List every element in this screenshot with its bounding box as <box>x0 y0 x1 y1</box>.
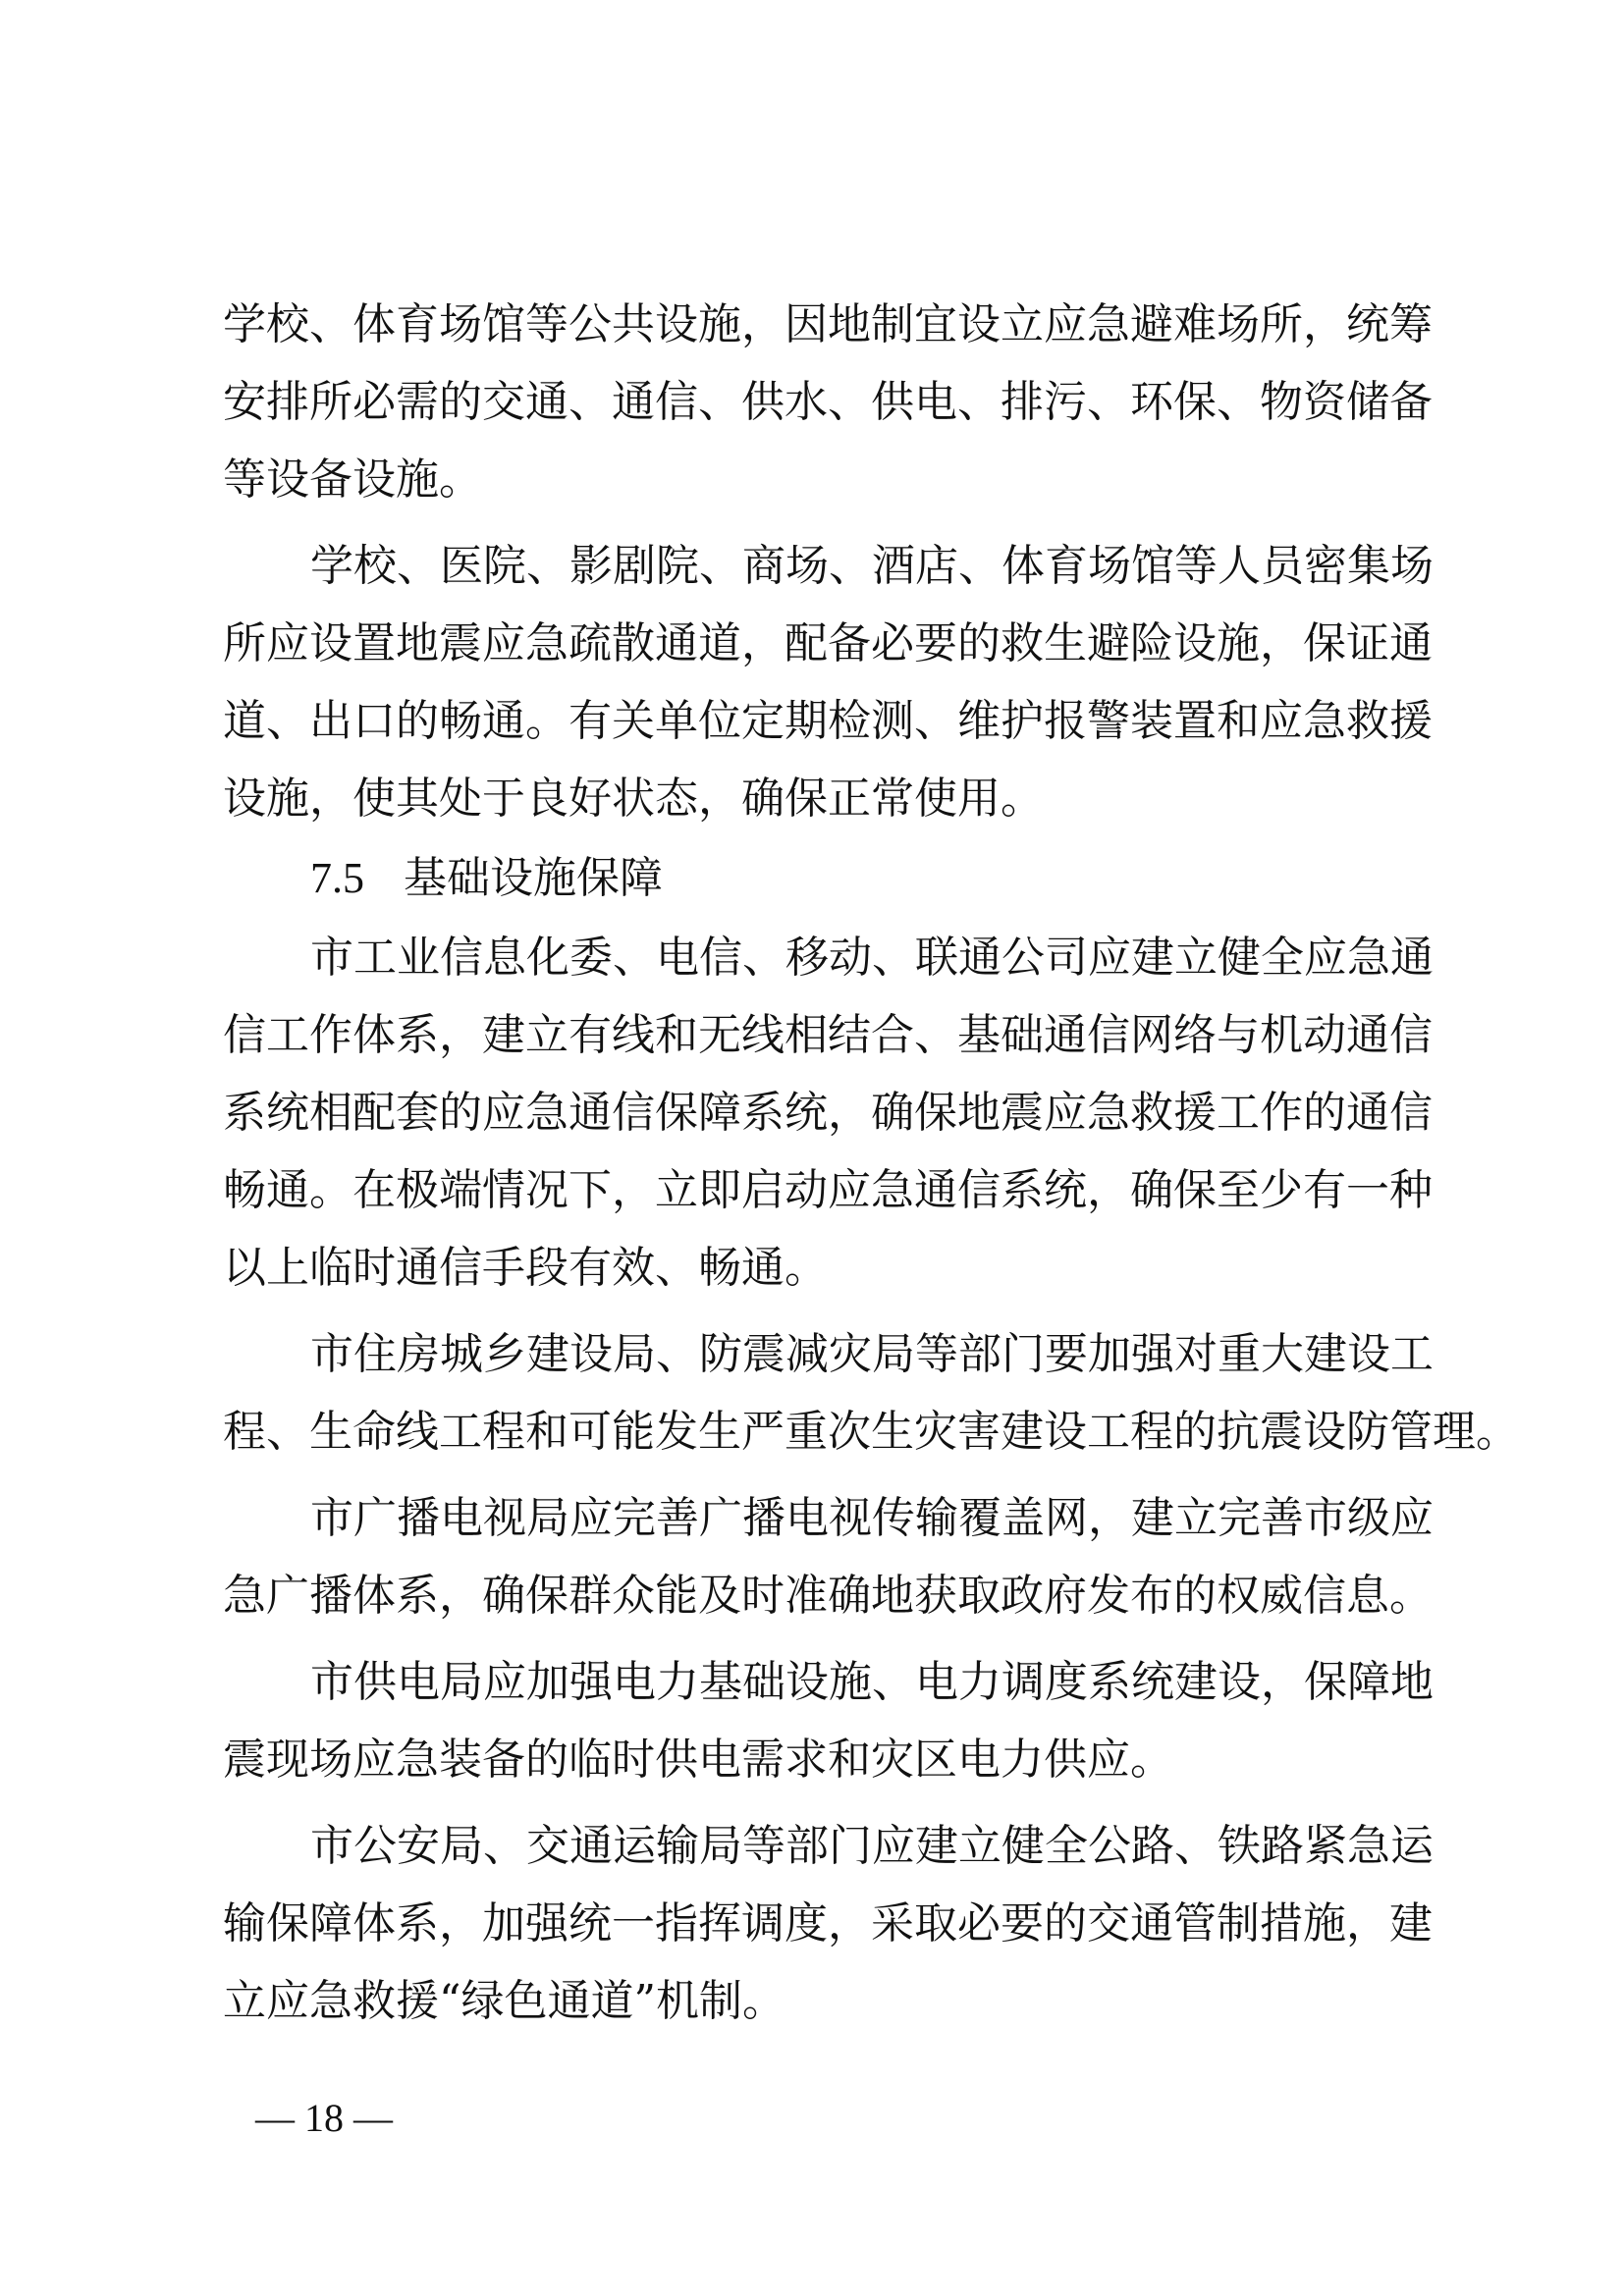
page-number: — 18 — <box>255 2096 393 2140</box>
paragraph-5-line-1: 市广播电视局应完善广播电视传输覆盖网，建立完善市级应 <box>310 1493 1434 1543</box>
paragraph-4-line-2: 程、生命线工程和可能发生严重次生灾害建设工程的抗震设防管理。 <box>223 1407 1519 1457</box>
section-title: 基础设施保障 <box>404 853 663 903</box>
paragraph-1-line-2: 安排所必需的交通、通信、供水、供电、排污、环保、物资储备 <box>223 377 1433 427</box>
paragraph-3-line-5: 以上临时通信手段有效、畅通。 <box>223 1243 828 1293</box>
paragraph-4-line-1: 市住房城乡建设局、防震减灾局等部门要加强对重大建设工 <box>310 1329 1434 1379</box>
paragraph-3-line-1: 市工业信息化委、电信、移动、联通公司应建立健全应急通 <box>310 933 1434 983</box>
paragraph-6-line-1: 市供电局应加强电力基础设施、电力调度系统建设，保障地 <box>310 1657 1434 1707</box>
paragraph-7-line-2: 输保障体系，加强统一指挥调度，采取必要的交通管制措施，建 <box>223 1898 1433 1949</box>
paragraph-2-line-4: 设施，使其处于良好状态，确保正常使用。 <box>223 774 1044 824</box>
section-number: 7.5 <box>310 854 364 902</box>
paragraph-1-line-3: 等设备设施。 <box>223 454 482 505</box>
paragraph-2-line-1: 学校、医院、影剧院、商场、酒店、体育场馆等人员密集场 <box>310 541 1434 591</box>
section-heading <box>310 844 663 913</box>
paragraph-5-line-2: 急广播体系，确保群众能及时准确地获取政府发布的权威信息。 <box>223 1571 1433 1621</box>
paragraph-3-line-4: 畅通。在极端情况下，立即启动应急通信系统，确保至少有一种 <box>223 1165 1433 1215</box>
paragraph-3-line-3: 系统相配套的应急通信保障系统，确保地震应急救援工作的通信 <box>223 1088 1433 1138</box>
paragraph-3-line-2: 信工作体系，建立有线和无线相结合、基础通信网络与机动通信 <box>223 1010 1433 1060</box>
paragraph-1-line-1: 学校、体育场馆等公共设施，因地制宜设立应急避难场所，统筹 <box>223 299 1433 349</box>
paragraph-7-line-3: 立应急救援“绿色通道”机制。 <box>223 1976 785 2026</box>
paragraph-2-line-2: 所应设置地震应急疏散通道，配备必要的救生避险设施，保证通 <box>223 618 1433 668</box>
paragraph-2-line-3: 道、出口的畅通。有关单位定期检测、维护报警装置和应急救援 <box>223 696 1433 746</box>
paragraph-7-line-1: 市公安局、交通运输局等部门应建立健全公路、铁路紧急运 <box>310 1821 1434 1871</box>
paragraph-6-line-2: 震现场应急装备的临时供电需求和灾区电力供应。 <box>223 1735 1173 1785</box>
